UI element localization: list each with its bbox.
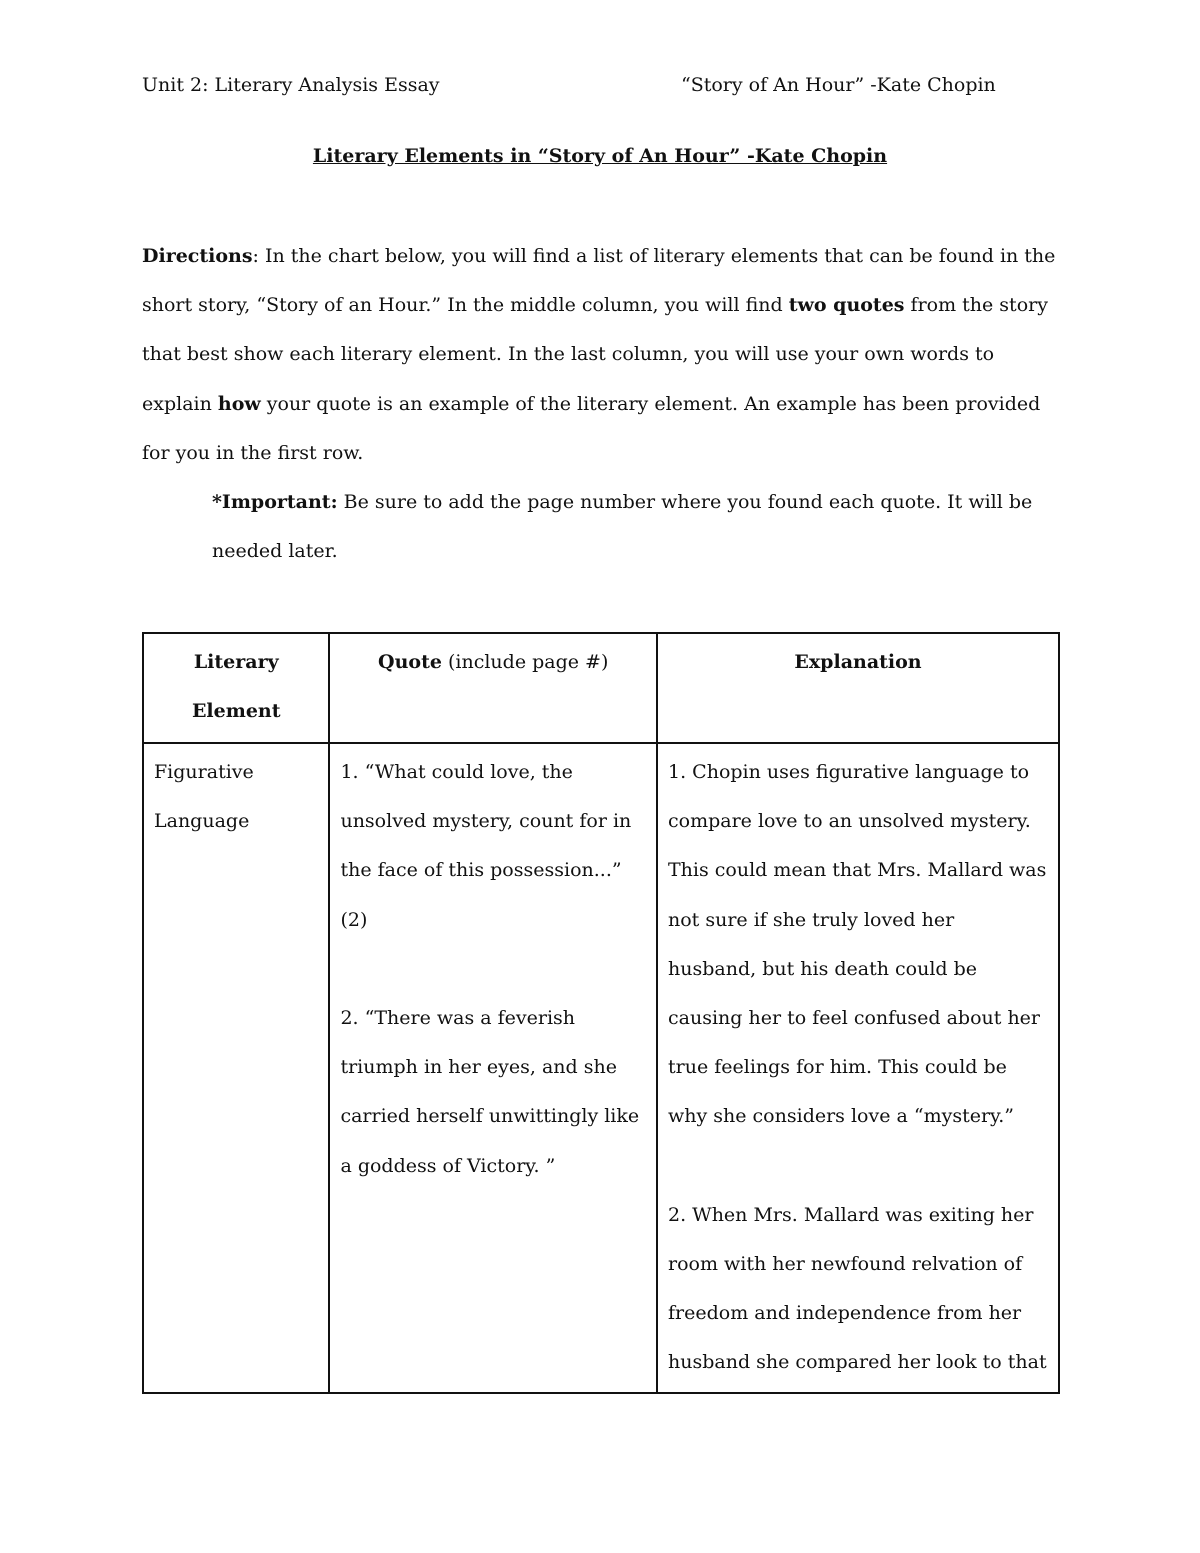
cell-literary-element (143, 743, 329, 1393)
table-row (143, 743, 1059, 1393)
important-label: *Important: (212, 491, 338, 514)
page-title: Literary Elements in “Story of An Hour” -Kate Chopin (312, 145, 888, 167)
column-header-literary-element: Literary Element (143, 633, 329, 743)
important-paragraph (142, 478, 1062, 576)
directions-text-1: : In the chart below, you will find a list of literary elements that can be found in the short story, “Story of an Hour.” In the middle column, you will find (142, 245, 1056, 317)
explanation-1: 1. Chopin uses figurative language to compare love to an unsolved mystery. This could mean that Mrs. Mallard was not sure if she truly loved her husband, but his death could be causing her to feel confused about her true feelings for him. This could be why she considers love a “mystery.” (668, 761, 1047, 1128)
cell-explanations (657, 743, 1059, 1393)
directions-section (142, 232, 1062, 576)
header-unit-title: Unit 2: Literary Analysis Essay (142, 74, 440, 96)
quote-header-note: (include page #) (441, 651, 609, 673)
explanation-2: 2. When Mrs. Mallard was exiting her room with her newfound relvation of freedom and independence from her husband she compared her look to that (668, 1203, 1047, 1374)
quote-header-bold: Quote (378, 651, 442, 673)
element-name: Figurative Language (154, 761, 254, 833)
directions-bold-how: how (217, 392, 261, 415)
table-header-row (143, 633, 1059, 743)
quote-2: 2. “There was a feverish triumph in her eyes, and she carried herself unwittingly like a goddess of Victory. ” (340, 1007, 640, 1177)
directions-text-3: your quote is an example of the literary element. An example has been provided for you in the first row. (142, 392, 1041, 464)
directions-bold-two-quotes: two quotes (788, 294, 905, 317)
directions-paragraph (142, 232, 1062, 478)
quote-1: 1. “What could love, the unsolved mystery, count for in the face of this possession...” (2) (340, 761, 632, 931)
directions-label: Directions (142, 245, 253, 267)
quote-spacer (340, 945, 646, 994)
column-header-quote (329, 633, 657, 743)
directions-text-2: from the story that best show each literary element. In the last column, you will use your own words to explain (142, 294, 1048, 415)
explanation-spacer (668, 1142, 1048, 1191)
important-text: Be sure to add the page number where you found each quote. It will be needed later. (212, 491, 1033, 563)
literary-elements-table (142, 632, 1060, 1394)
header-story-title: “Story of An Hour” -Kate Chopin (681, 74, 996, 96)
cell-quotes (329, 743, 657, 1393)
column-header-explanation: Explanation (657, 633, 1059, 743)
